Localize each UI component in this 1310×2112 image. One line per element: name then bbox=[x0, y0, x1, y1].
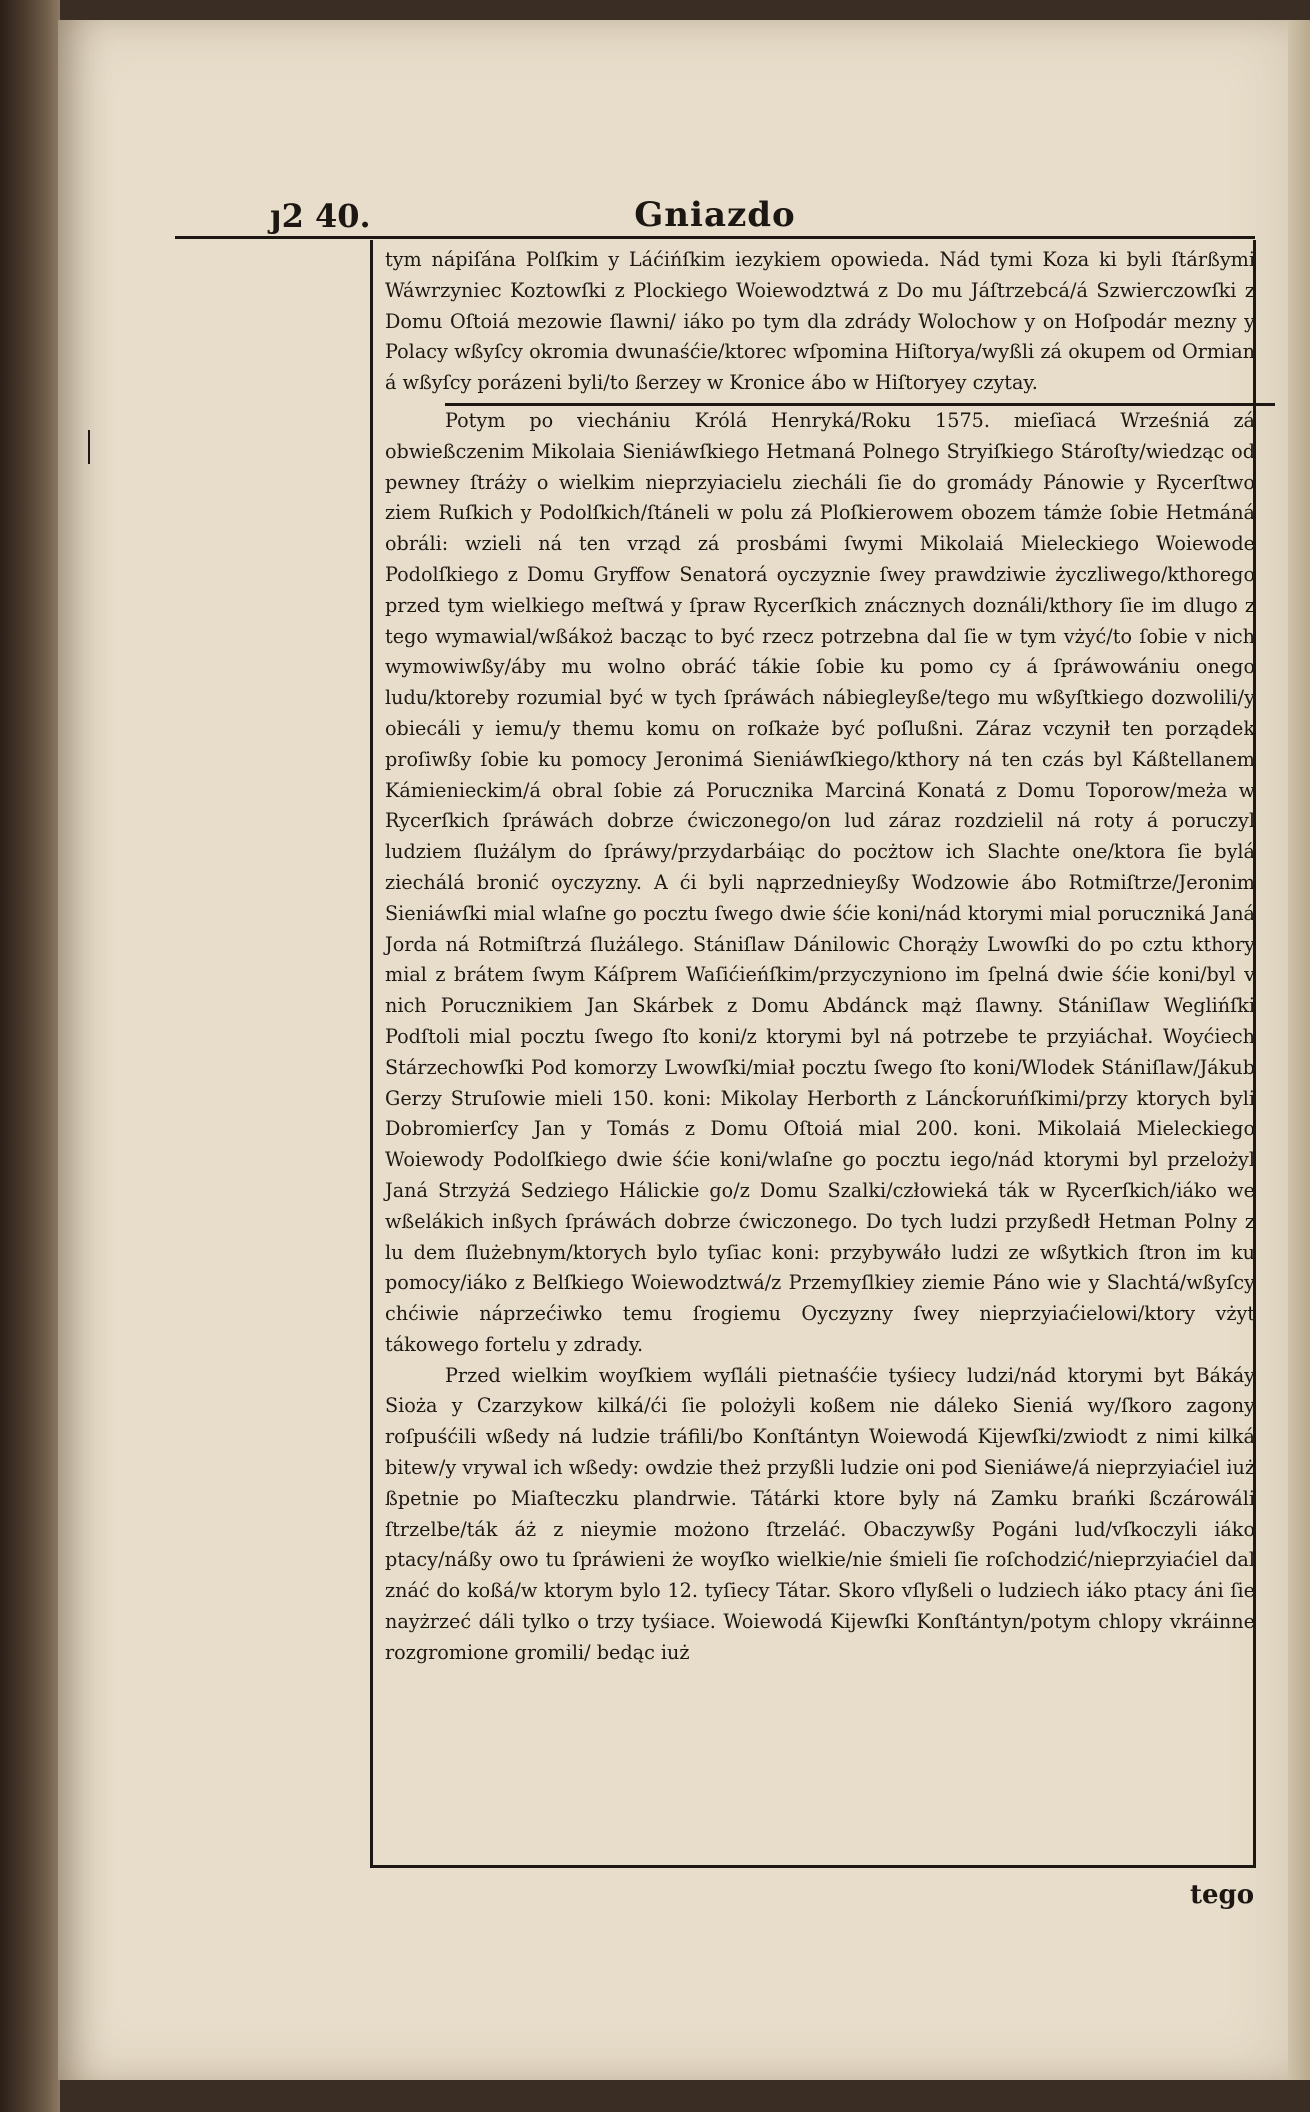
paragraph-2: Potym po viechániu Królá Henryká/Roku 1575. mieſiacá Wrześniá zá obwießczenim Mikolaia Sieniáwſkiego Hetmaná Polnego Stryiſkiego Stároſty/wiedząc od pewney ſtráży o wielkim nieprzyiacielu ziecháli ſie do gromády Pánowie y Rycerſtwo ziem Ruſkich y Podolſkich/ſtáneli w polu zá Ploſkierowem obozem támże ſobie Hetmáná obráli: wzieli ná ten vrząd zá prosbámi ſwymi Mikolaiá Mieleckiego Woiewode Podolſkiego z Domu Gryffow Senatorá oyczyznie ſwey prawdziwie życzliwego/kthorego przed tym wielkiego meſtwá y ſpraw Rycerſkich znácznych doználi/kthory ſie im dlugo z tego wymawial/wßákoż bacząc to być rzecz potrzebna dal ſie w tym vżyć/to ſobie v nich wymowiwßy/áby mu wolno obráć tákie ſobie ku pomo cy á ſpráwowániu onego ludu/ktoreby rozumial być w tych ſpráwách nábiegleyße/tego mu wßyſtkiego dozwolili/y obiecáli y iemu/y themu komu on roſkaże być poſlußni. Záraz vczynił ten porządek proſiwßy ſobie ku pomocy Jeronimá Sieniáwſkiego/kthory ná ten czás byl Káßtellanem Kámienieckim/á obral ſobie zá Porucznika Marciná Konatá z Domu Toporow/meża w Rycerſkich ſpráwách dobrze ćwiczonego/on lud záraz rozdzielil ná roty á poruczyl ludziem ſlużálym do ſpráwy/przydarbáiąc do pocżtow ich Slachte one/ktora ſie bylá ziechálá bronić oyczyzny. A ći byli nąprzednieyßy Wodzowie ábo Rotmiſtrze/Jeronim Sieniáwſki mial wlaſne go pocztu ſwego dwie śćie koni/nád ktorymi mial poruczniká Janá Jorda ná Rotmiſtrzá ſlużálego. Stániſlaw Dánilowic Chorąży Lwowſki do po cztu kthory mial z brátem ſwym Káſprem Waſićieńſkim/przyczyniono im ſpelná dwie śćie koni/byl v nich Porucznikiem Jan Skárbek z Domu Abdánck mąż ſlawny. Stániſlaw Weglińſki Podſtoli mial pocztu ſwego ſto koni/z ktorymi byl ná potrzebe te przyiáchał. Woyćiech Stárzechowſki Pod komorzy Lwowſki/miał pocztu ſwego ſto koni/Wlodek Stániſlaw/Jákub Gerzy Struſowie mieli 150. koni: Mikolay Herborth z Láncḱoruńſkimi/przy ktorych byli Dobromierſcy Jan y Tomás z Domu Oſtoiá mial 200. koni. Mikolaiá Mieleckiego Woiewody Podolſkiego dwie śćie koni/wlaſne go pocztu iego/nád ktorymi byl przelożyl Janá Strzyżá Sedziego Hálickie go/z Domu Szalki/człowieká ták w Rycerſkich/iáko we wßelákich inßych ſpráwách dobrze ćwiczonego. Do tych ludzi przyßedł Hetman Polny z lu dem ſlużebnym/ktorych bylo tyſiac koni: przybywáło ludzi ze wßytkich ſtron im ku pomocy/iáko z Belſkiego Woiewodztwá/z Przemyſlkiey ziemie Páno wie y Slachtá/wßyſcy chćiwie náprzećiwko temu ſrogiemu Oyczyzny ſwey nieprzyiaćielowi/ktory vżyt tákowego fortelu y zdrady. bbox=[385, 408, 1255, 1356]
header-rule bbox=[175, 236, 1255, 239]
paragraph-3: Przed wielkim woyſkiem wyſláli pietnaśćie tyśiecy ludzi/nád ktorymi byt Bákáy Sioża y Czarzykow kilká/ći ſie polożyli koßem nie dáleko Sieniá wy/ſkoro zagony roſpuśćili wßedy ná ludzie tráfili/bo Konſtántyn Woiewodá Kijewſki/zwiodt z nimi kilká bitew/y vrywal ich wßedy: owdzie theż przyßli ludzie oni pod Sieniáwe/á nieprzyiaćiel iuż ßpetnie po Miaſteczku plandrwie. Tátárki ktore byly ná Zamku brańki ßczárowáli ſtrzelbe/ták áż z nieymie możono ſtrzeláć. Obaczywßy Pogáni lud/vſkoczyli iáko ptacy/náßy owo tu ſpráwieni że woyſko wielkie/nie śmieli ſie roſchodzić/nieprzyiaćiel dal znáć do koßá/w ktorym bylo 12. tyſiecy Tátar. Skoro vſlyßeli o ludziech iáko ptacy áni ſie nayżrzeć dáli tylko o trzy tyśiace. Woiewodá Kijewſki Konſtántyn/potym chlopy vkráinne rozgromione gromili/ bedąc iuż bbox=[385, 1363, 1255, 1664]
page-edge bbox=[1288, 20, 1310, 2080]
page-header bbox=[175, 195, 1255, 239]
page-number: ȷ2 40. bbox=[270, 197, 371, 235]
text-block bbox=[385, 245, 1255, 1669]
margin-mark bbox=[88, 430, 90, 464]
book-spine bbox=[0, 0, 60, 2112]
paragraph-1: tym nápiſána Polſkim y Láćińſkim iezykiem opowieda. Nád tymi Koza ki byli ſtárßymi Wáwrzyniec Koztowſki z Plockiego Woiewodztwá z Do mu Jáſtrzebcá/á Szwierczowſki z Domu Oſtoiá mezowie ſlawni/ iáko po tym dla zdrády Wolochow y on Hoſpodár mezny y Polacy wßyſcy okromia dwunaśćie/ktorec wſpomina Hiſtorya/wyßli zá okupem od Ormian á wßyſcy porázeni byli/to ßerzey w Kronice ábo w Hiſtoryey czytay. bbox=[385, 248, 1255, 395]
running-title: Gniazdo bbox=[634, 195, 796, 235]
catchword: tego bbox=[1190, 1880, 1255, 1910]
